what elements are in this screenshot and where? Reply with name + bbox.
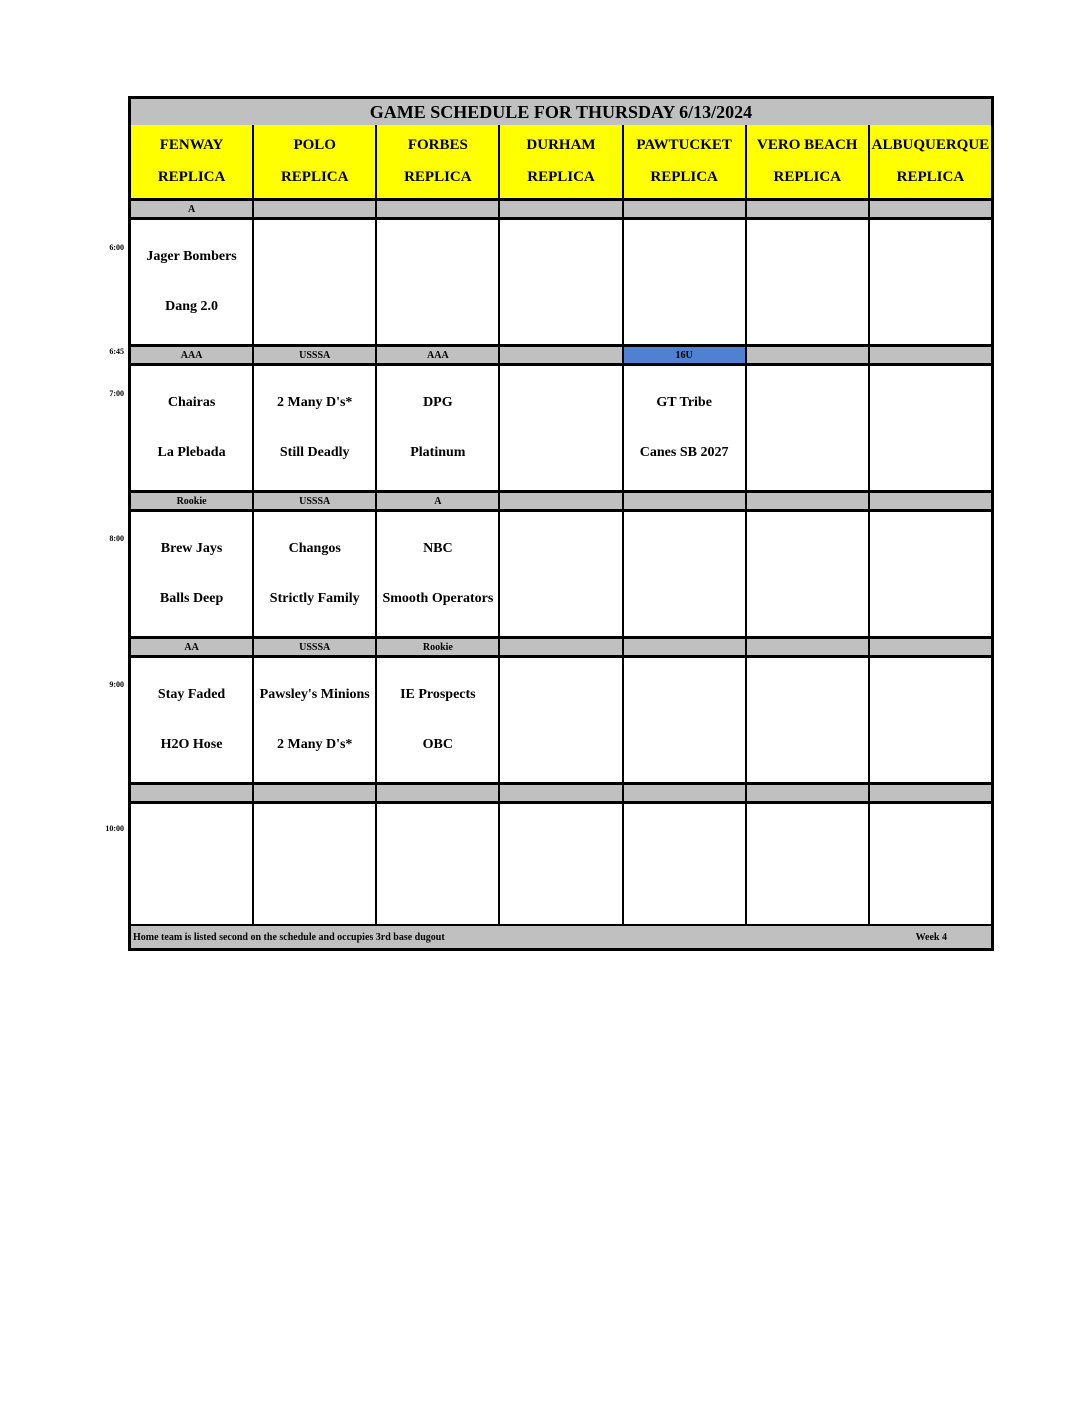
away-team: Pawsley's Minions (259, 687, 370, 702)
game-cell (254, 804, 377, 928)
field-name: POLO (293, 136, 336, 153)
game-cell (624, 366, 747, 490)
game-row (131, 220, 991, 347)
game-cell (131, 220, 254, 344)
field-sub: REPLICA (157, 169, 226, 186)
field-name: PAWTUCKET (636, 136, 732, 153)
away-team: Chairas (167, 395, 216, 410)
home-team: La Plebada (157, 445, 226, 460)
away-team: Changos (288, 541, 341, 556)
game-cell (254, 658, 377, 782)
time-label: 6:45 (109, 347, 124, 356)
home-team: OBC (422, 737, 454, 752)
division-label (500, 639, 623, 655)
schedule-title: GAME SCHEDULE FOR THURSDAY 6/13/2024 (131, 99, 991, 127)
home-team: Platinum (410, 445, 466, 460)
game-cell (500, 658, 623, 782)
division-row (131, 347, 991, 366)
division-label (377, 201, 500, 217)
division-label: USSSA (254, 493, 377, 509)
division-label (624, 785, 747, 801)
division-label (747, 201, 870, 217)
home-team: Still Deadly (279, 445, 350, 460)
away-team: GT Tribe (656, 395, 712, 410)
game-cell (500, 220, 623, 344)
home-team: Dang 2.0 (165, 299, 219, 314)
division-label: Rookie (377, 639, 500, 655)
time-label: 7:00 (109, 389, 124, 398)
division-row (131, 493, 991, 512)
time-label: 10:00 (105, 824, 124, 833)
field-name: DURHAM (526, 136, 596, 153)
division-label (870, 493, 991, 509)
field-name: VERO BEACH (757, 136, 858, 153)
division-row (131, 639, 991, 658)
game-cell (377, 804, 500, 928)
division-label (870, 639, 991, 655)
game-cell (254, 366, 377, 490)
division-label: USSSA (254, 347, 377, 363)
game-cell (500, 804, 623, 928)
away-team: Jager Bombers (146, 249, 237, 264)
division-label (254, 785, 377, 801)
field-header (500, 125, 623, 198)
time-label: 9:00 (109, 680, 124, 689)
field-name: FENWAY (159, 136, 224, 153)
game-cell (870, 512, 991, 636)
game-row (131, 804, 991, 931)
division-label (747, 639, 870, 655)
division-label (747, 347, 870, 363)
time-label: 6:00 (109, 243, 124, 252)
game-cell (747, 804, 870, 928)
game-cell (870, 220, 991, 344)
game-row (131, 658, 991, 785)
schedule-footer (131, 924, 991, 948)
division-label: AAA (131, 347, 254, 363)
away-team: IE Prospects (400, 687, 476, 702)
game-cell (131, 804, 254, 928)
division-label (870, 201, 991, 217)
home-team: Smooth Operators (382, 591, 494, 606)
division-label (500, 347, 623, 363)
division-label: USSSA (254, 639, 377, 655)
field-header (747, 125, 870, 198)
division-label: 16U (624, 347, 747, 363)
game-cell (747, 512, 870, 636)
away-team: 2 Many D's* (276, 395, 353, 410)
field-sub: REPLICA (773, 169, 842, 186)
division-label: AA (131, 639, 254, 655)
division-row (131, 201, 991, 220)
division-label (870, 785, 991, 801)
game-cell (131, 366, 254, 490)
game-cell (747, 220, 870, 344)
division-label (254, 201, 377, 217)
game-cell (747, 658, 870, 782)
home-team: Strictly Family (269, 591, 360, 606)
field-sub: REPLICA (527, 169, 595, 186)
home-team: H2O Hose (160, 737, 223, 752)
division-label (500, 201, 623, 217)
division-label: Rookie (131, 493, 254, 509)
home-team: Canes SB 2027 (639, 445, 729, 460)
week-label: Week 4 (915, 931, 947, 943)
game-cell (500, 512, 623, 636)
game-cell (254, 220, 377, 344)
division-label (624, 493, 747, 509)
game-cell (624, 220, 747, 344)
field-header (624, 125, 747, 198)
division-row (131, 785, 991, 804)
division-label (870, 347, 991, 363)
field-sub: REPLICA (650, 169, 718, 186)
field-name: FORBES (407, 136, 468, 153)
division-label: A (131, 201, 254, 217)
game-row (131, 366, 991, 493)
game-cell (870, 658, 991, 782)
game-row (131, 512, 991, 639)
game-cell (747, 366, 870, 490)
game-cell (624, 804, 747, 928)
game-cell (377, 220, 500, 344)
away-team: Brew Jays (160, 541, 223, 556)
field-header (131, 125, 254, 198)
game-cell (131, 512, 254, 636)
away-team: Stay Faded (157, 687, 226, 702)
game-cell (500, 366, 623, 490)
division-label (131, 785, 254, 801)
division-label (624, 639, 747, 655)
field-sub: REPLICA (404, 169, 472, 186)
division-label (747, 493, 870, 509)
division-label (624, 201, 747, 217)
division-label (500, 785, 623, 801)
away-team: DPG (423, 395, 453, 410)
game-cell (624, 658, 747, 782)
home-team: Balls Deep (159, 591, 224, 606)
schedule-body (131, 201, 991, 931)
field-header (870, 125, 991, 198)
game-cell (377, 366, 500, 490)
division-label (377, 785, 500, 801)
home-team-note: Home team is listed second on the schedule and occupies 3rd base dugout (133, 931, 445, 943)
division-label: A (377, 493, 500, 509)
game-cell (870, 804, 991, 928)
game-cell (377, 512, 500, 636)
field-header-row (131, 125, 991, 201)
game-cell (254, 512, 377, 636)
field-header (377, 125, 500, 198)
time-label: 8:00 (109, 534, 124, 543)
field-name: ALBUQUERQUE (871, 136, 990, 153)
game-cell (377, 658, 500, 782)
game-cell (131, 658, 254, 782)
game-cell (870, 366, 991, 490)
away-team: NBC (423, 541, 453, 556)
schedule-table (128, 96, 994, 951)
division-label (747, 785, 870, 801)
home-team: 2 Many D's* (276, 737, 353, 752)
field-header (254, 125, 377, 198)
division-label (500, 493, 623, 509)
game-cell (624, 512, 747, 636)
field-sub: REPLICA (896, 169, 965, 186)
field-sub: REPLICA (280, 169, 349, 186)
division-label: AAA (377, 347, 500, 363)
